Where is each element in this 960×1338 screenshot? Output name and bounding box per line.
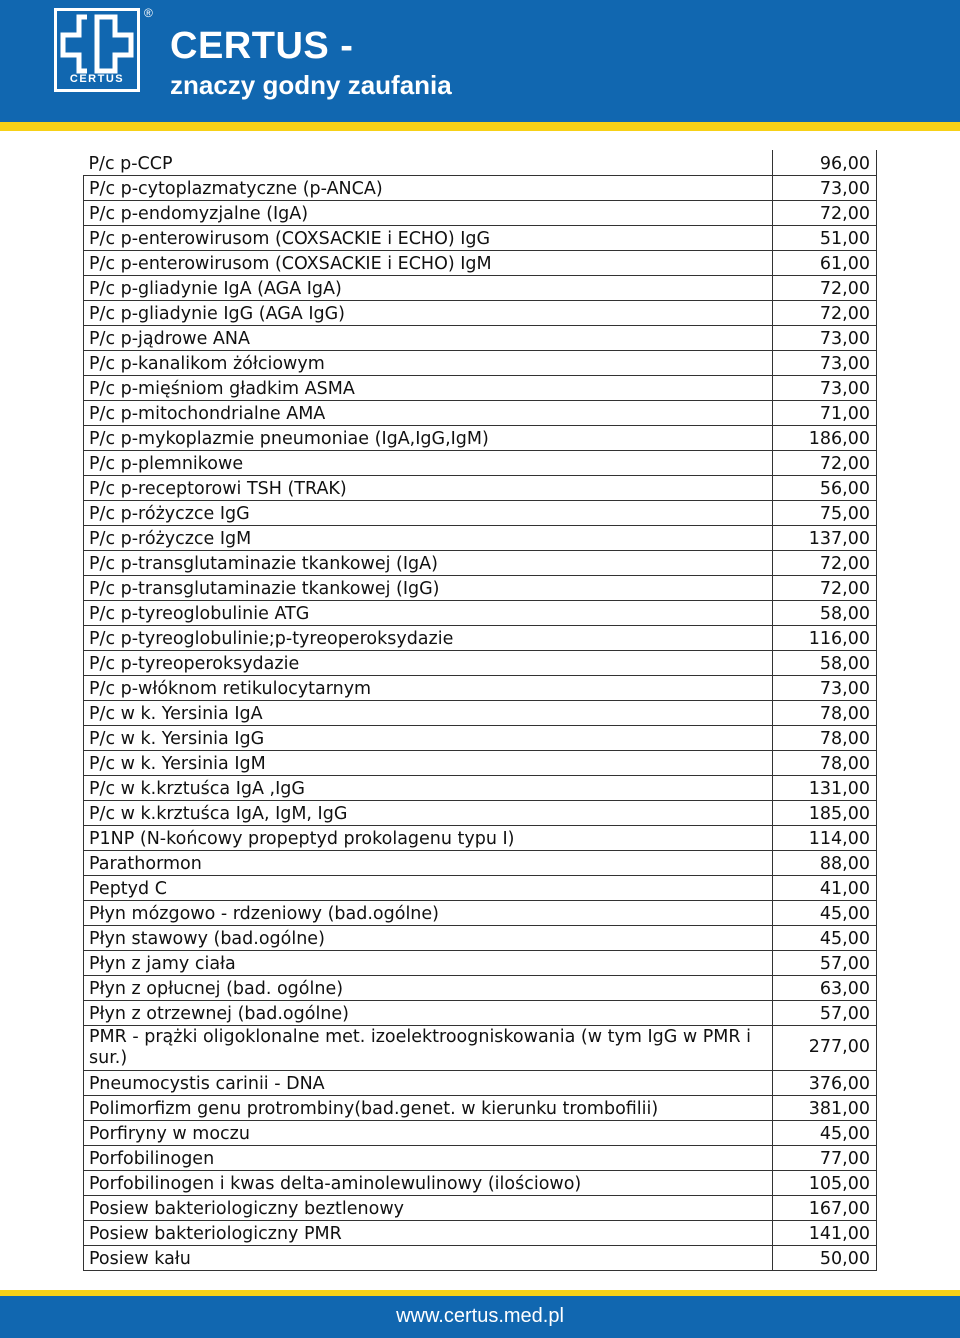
test-price-cell: 56,00 bbox=[773, 475, 877, 500]
table-row bbox=[84, 1145, 877, 1170]
test-name-cell: P/c p-enterowirusom (COXSACKIE i ECHO) IgM bbox=[84, 250, 773, 275]
brand-name: CERTUS - bbox=[170, 25, 354, 67]
test-name-cell: P/c p-tyreoglobulinie ATG bbox=[84, 600, 773, 625]
test-price-cell: 137,00 bbox=[773, 525, 877, 550]
test-name-cell: P/c p-różyczce IgG bbox=[84, 500, 773, 525]
test-price-cell: 105,00 bbox=[773, 1170, 877, 1195]
test-price-cell: 77,00 bbox=[773, 1145, 877, 1170]
test-price-cell: 96,00 bbox=[773, 150, 877, 175]
test-price-cell: 78,00 bbox=[773, 700, 877, 725]
table-row bbox=[84, 1245, 877, 1270]
test-price-cell: 58,00 bbox=[773, 600, 877, 625]
test-name-cell: P/c w k.krztuśca IgA, IgM, IgG bbox=[84, 800, 773, 825]
table-row bbox=[84, 1095, 877, 1120]
test-price-cell: 381,00 bbox=[773, 1095, 877, 1120]
table-row bbox=[84, 725, 877, 750]
table-row bbox=[84, 1120, 877, 1145]
test-price-cell: 50,00 bbox=[773, 1245, 877, 1270]
test-name-cell: P/c p-jądrowe ANA bbox=[84, 325, 773, 350]
test-price-cell: 73,00 bbox=[773, 375, 877, 400]
test-name-cell: Parathormon bbox=[84, 850, 773, 875]
test-price-cell: 78,00 bbox=[773, 725, 877, 750]
test-name-cell: P/c p-enterowirusom (COXSACKIE i ECHO) IgG bbox=[84, 225, 773, 250]
test-price-cell: 72,00 bbox=[773, 450, 877, 475]
test-name-cell: Płyn stawowy (bad.ogólne) bbox=[84, 925, 773, 950]
table-row bbox=[84, 850, 877, 875]
test-price-cell: 58,00 bbox=[773, 650, 877, 675]
test-price-cell: 376,00 bbox=[773, 1070, 877, 1095]
test-name-cell: Porfiryny w moczu bbox=[84, 1120, 773, 1145]
table-row bbox=[84, 550, 877, 575]
test-name-cell: P/c p-włóknom retikulocytarnym bbox=[84, 675, 773, 700]
test-name-cell: P/c p-tyreoglobulinie;p-tyreoperoksydazie bbox=[84, 625, 773, 650]
table-row bbox=[84, 800, 877, 825]
test-price-cell: 73,00 bbox=[773, 350, 877, 375]
table-row bbox=[84, 475, 877, 500]
table-row bbox=[84, 1220, 877, 1245]
page-header bbox=[0, 0, 960, 122]
test-name-cell: Płyn mózgowo - rdzeniowy (bad.ogólne) bbox=[84, 900, 773, 925]
table-row bbox=[84, 900, 877, 925]
test-name-cell: Płyn z otrzewnej (bad.ogólne) bbox=[84, 1000, 773, 1025]
price-table bbox=[83, 150, 877, 1271]
test-price-cell: 78,00 bbox=[773, 750, 877, 775]
test-name-cell: P1NP (N-końcowy propeptyd prokolagenu typu I) bbox=[84, 825, 773, 850]
table-row bbox=[84, 150, 877, 175]
test-name-cell: P/c w k. Yersinia IgG bbox=[84, 725, 773, 750]
test-price-cell: 61,00 bbox=[773, 250, 877, 275]
table-row bbox=[84, 1025, 877, 1070]
test-name-cell: P/c p-plemnikowe bbox=[84, 450, 773, 475]
registered-mark: ® bbox=[144, 6, 153, 20]
table-row bbox=[84, 600, 877, 625]
certus-logo bbox=[54, 8, 140, 92]
test-price-cell: 73,00 bbox=[773, 675, 877, 700]
logo-caption: CERTUS bbox=[69, 73, 125, 85]
test-name-cell: P/c p-różyczce IgM bbox=[84, 525, 773, 550]
page-footer bbox=[0, 1296, 960, 1338]
test-name-cell: P/c p-transglutaminazie tkankowej (IgA) bbox=[84, 550, 773, 575]
test-name-cell: P/c w k. Yersinia IgM bbox=[84, 750, 773, 775]
test-name-cell: P/c p-cytoplazmatyczne (p-ANCA) bbox=[84, 175, 773, 200]
test-name-cell: Porfobilinogen bbox=[84, 1145, 773, 1170]
test-price-cell: 45,00 bbox=[773, 925, 877, 950]
test-name-cell: P/c p-tyreoperoksydazie bbox=[84, 650, 773, 675]
test-name-cell: P/c p-gliadynie IgG (AGA IgG) bbox=[84, 300, 773, 325]
table-row bbox=[84, 525, 877, 550]
test-price-cell: 75,00 bbox=[773, 500, 877, 525]
test-price-cell: 45,00 bbox=[773, 900, 877, 925]
table-row bbox=[84, 950, 877, 975]
test-price-cell: 41,00 bbox=[773, 875, 877, 900]
table-row bbox=[84, 700, 877, 725]
table-row bbox=[84, 425, 877, 450]
test-price-cell: 72,00 bbox=[773, 200, 877, 225]
test-name-cell: P/c p-mykoplazmie pneumoniae (IgA,IgG,IgM) bbox=[84, 425, 773, 450]
table-row bbox=[84, 1000, 877, 1025]
table-row bbox=[84, 375, 877, 400]
table-row bbox=[84, 1195, 877, 1220]
test-price-cell: 71,00 bbox=[773, 400, 877, 425]
test-name-cell: P/c w k. Yersinia IgA bbox=[84, 700, 773, 725]
test-price-cell: 73,00 bbox=[773, 175, 877, 200]
brand-tagline: znaczy godny zaufania bbox=[170, 70, 452, 100]
table-row bbox=[84, 450, 877, 475]
table-row bbox=[84, 1170, 877, 1195]
table-row bbox=[84, 875, 877, 900]
test-price-cell: 72,00 bbox=[773, 550, 877, 575]
test-price-cell: 72,00 bbox=[773, 275, 877, 300]
table-row bbox=[84, 400, 877, 425]
test-price-cell: 167,00 bbox=[773, 1195, 877, 1220]
test-price-cell: 72,00 bbox=[773, 300, 877, 325]
table-row bbox=[84, 825, 877, 850]
table-row bbox=[84, 325, 877, 350]
test-name-cell: PMR - prążki oligoklonalne met. izoelektroogniskowania (w tym IgG w PMR i sur.) bbox=[84, 1025, 773, 1070]
table-row bbox=[84, 575, 877, 600]
test-name-cell: Pneumocystis carinii - DNA bbox=[84, 1070, 773, 1095]
test-price-cell: 63,00 bbox=[773, 975, 877, 1000]
test-name-cell: P/c p-transglutaminazie tkankowej (IgG) bbox=[84, 575, 773, 600]
test-name-cell: Peptyd C bbox=[84, 875, 773, 900]
test-name-cell: P/c p-gliadynie IgA (AGA IgA) bbox=[84, 275, 773, 300]
table-row bbox=[84, 1070, 877, 1095]
table-row bbox=[84, 225, 877, 250]
table-row bbox=[84, 925, 877, 950]
test-name-cell: Płyn z jamy ciała bbox=[84, 950, 773, 975]
test-name-cell: Posiew bakteriologiczny PMR bbox=[84, 1220, 773, 1245]
price-table-body bbox=[84, 150, 877, 1270]
table-row bbox=[84, 625, 877, 650]
test-price-cell: 277,00 bbox=[773, 1025, 877, 1070]
test-name-cell: Porfobilinogen i kwas delta-aminolewulinowy (ilościowo) bbox=[84, 1170, 773, 1195]
test-price-cell: 114,00 bbox=[773, 825, 877, 850]
test-price-cell: 57,00 bbox=[773, 950, 877, 975]
table-row bbox=[84, 750, 877, 775]
table-row bbox=[84, 175, 877, 200]
test-price-cell: 45,00 bbox=[773, 1120, 877, 1145]
test-name-cell: P/c p-mięśniom gładkim ASMA bbox=[84, 375, 773, 400]
header-stripe bbox=[0, 122, 960, 131]
table-row bbox=[84, 275, 877, 300]
test-price-cell: 51,00 bbox=[773, 225, 877, 250]
test-price-cell: 72,00 bbox=[773, 575, 877, 600]
footer-url[interactable]: www.certus.med.pl bbox=[396, 1305, 564, 1327]
test-name-cell: P/c p-kanalikom żółciowym bbox=[84, 350, 773, 375]
test-name-cell: Posiew kału bbox=[84, 1245, 773, 1270]
test-price-cell: 116,00 bbox=[773, 625, 877, 650]
test-name-cell: Polimorfizm genu protrombiny(bad.genet. w kierunku trombofilii) bbox=[84, 1095, 773, 1120]
test-name-cell: P/c p-CCP bbox=[84, 150, 773, 175]
test-price-cell: 141,00 bbox=[773, 1220, 877, 1245]
table-row bbox=[84, 200, 877, 225]
test-name-cell: P/c p-endomyzjalne (IgA) bbox=[84, 200, 773, 225]
test-price-cell: 185,00 bbox=[773, 800, 877, 825]
table-row bbox=[84, 650, 877, 675]
table-row bbox=[84, 250, 877, 275]
table-row bbox=[84, 975, 877, 1000]
test-price-cell: 57,00 bbox=[773, 1000, 877, 1025]
table-row bbox=[84, 300, 877, 325]
table-row bbox=[84, 775, 877, 800]
table-row bbox=[84, 675, 877, 700]
test-name-cell: Płyn z opłucnej (bad. ogólne) bbox=[84, 975, 773, 1000]
test-name-cell: P/c w k.krztuśca IgA ,IgG bbox=[84, 775, 773, 800]
table-row bbox=[84, 350, 877, 375]
test-name-cell: P/c p-receptorowi TSH (TRAK) bbox=[84, 475, 773, 500]
test-price-cell: 186,00 bbox=[773, 425, 877, 450]
test-price-cell: 88,00 bbox=[773, 850, 877, 875]
test-name-cell: P/c p-mitochondrialne AMA bbox=[84, 400, 773, 425]
test-price-cell: 73,00 bbox=[773, 325, 877, 350]
test-name-cell: Posiew bakteriologiczny beztlenowy bbox=[84, 1195, 773, 1220]
test-price-cell: 131,00 bbox=[773, 775, 877, 800]
table-row bbox=[84, 500, 877, 525]
